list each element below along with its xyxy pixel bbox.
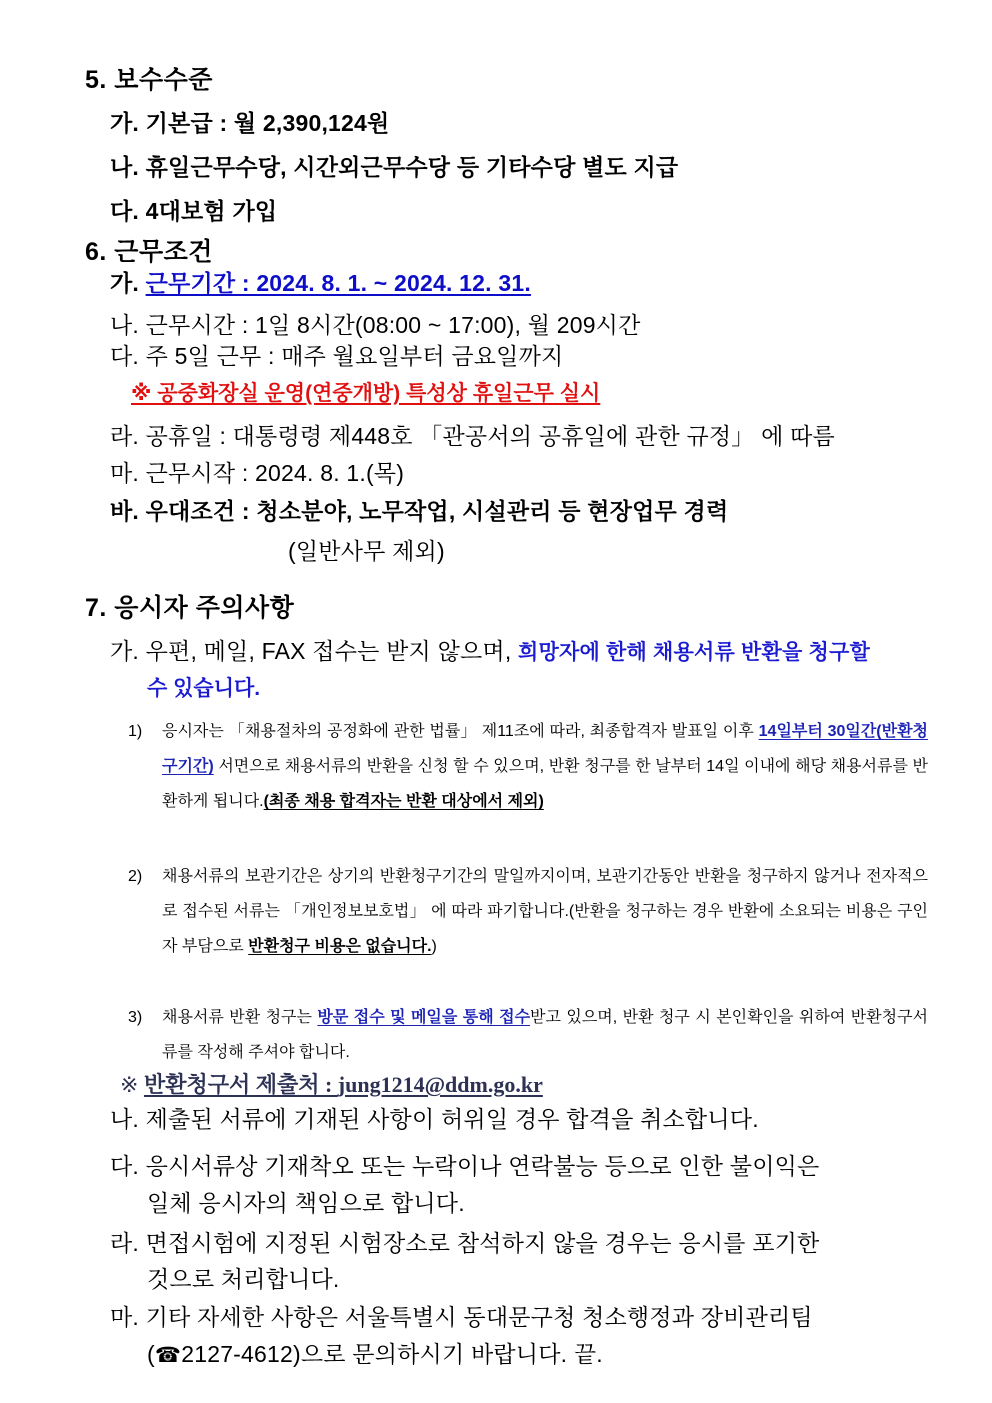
section-7-heading: 7. 응시자 주의사항 xyxy=(85,594,295,622)
section-7-item-ma xyxy=(110,1306,813,1329)
section-7-item-na xyxy=(110,1108,759,1131)
section-6-item-ra xyxy=(110,425,835,448)
start-date-value: 근무시작 : 2024. 8. 1.(목) xyxy=(145,460,405,486)
section-5-item-ga xyxy=(110,112,389,135)
notice-ga-emphasis-line2: 수 있습니다. xyxy=(147,677,261,700)
list-marker: 나. xyxy=(110,154,140,180)
list-marker: 다. xyxy=(110,198,140,224)
note-label: 반환청구서 제출처 : xyxy=(143,1072,338,1097)
return-request-email-note xyxy=(120,1068,543,1099)
telephone-icon: ☎ xyxy=(154,1343,182,1367)
list-marker: 마. xyxy=(110,1304,140,1330)
preference-value-continued: (일반사무 제외) xyxy=(288,538,445,564)
preference-value: 우대조건 : 청소분야, 노무작업, 시설관리 등 현장업무 경력 xyxy=(145,498,729,524)
notice-ga-emphasis-line1: 희망자에 한해 채용서류 반환을 청구할 xyxy=(518,641,870,664)
list-marker: 라. xyxy=(110,1230,140,1256)
notice-sub-item-2 xyxy=(128,859,928,964)
section-5-item-da xyxy=(110,200,277,223)
list-marker: 나. xyxy=(110,1106,140,1132)
notice-da-line2: 일체 응시자의 책임으로 합니다. xyxy=(147,1190,465,1216)
application-channel-emphasis: 방문 접수 및 메일을 통해 접수 xyxy=(317,1009,531,1026)
sub-item-part: 받고 있으며, 반환 청구 시 본인확인을 위하여 반환청구서류를 작성해 주셔야 합니다. xyxy=(162,1009,928,1061)
list-marker: 다. xyxy=(110,1153,140,1179)
sub-item-part: 응시자는 「채용절차의 공정화에 관한 법률」 제11조에 따라, 최종합격자 발표일 이후 xyxy=(162,723,759,740)
notice-sub-item-1 xyxy=(128,714,928,819)
list-marker: 마. xyxy=(110,460,140,486)
list-marker: 나. xyxy=(110,312,140,338)
notice-ra-line2: 것으로 처리합니다. xyxy=(147,1266,340,1292)
public-holiday-value: 공휴일 : 대통령령 제448호 「관공서의 공휴일에 관한 규정」 에 따름 xyxy=(145,423,835,449)
sub-item-part: 서면으로 채용서류의 반환을 신청 할 수 있으며, 반환 청구를 한 날부터 14일 이내에 해당 채용서류를 반환하게 됩니다. xyxy=(162,758,928,810)
section-6-item-da xyxy=(110,345,563,368)
return-claim-period-emphasis: 14일부터 30일간(반환청구기간) xyxy=(162,723,929,775)
sub-item-body xyxy=(162,859,928,964)
note-mark: ※ xyxy=(120,1072,144,1097)
notice-ma-line2 xyxy=(147,1343,603,1366)
section-6-item-ma xyxy=(110,462,404,485)
list-marker: 가. xyxy=(110,638,140,664)
final-hire-exclusion-emphasis: (최종 채용 합격자는 반환 대상에서 제외) xyxy=(263,793,544,810)
list-text: 기본급 : 월 2,390,124원 xyxy=(145,110,390,136)
work-hours-value: 근무시간 : 1일 8시간(08:00 ~ 17:00), 월 209시간 xyxy=(145,312,641,338)
paren-open: ( xyxy=(147,1341,155,1367)
list-marker: 라. xyxy=(110,423,140,449)
section-5-heading: 5. 보수수준 xyxy=(85,66,213,94)
section-7-item-ra xyxy=(110,1232,819,1255)
section-6-heading: 6. 근무조건 xyxy=(85,238,213,266)
section-7-item-ga xyxy=(110,640,870,663)
no-return-fee-emphasis: 반환청구 비용은 없습니다. xyxy=(248,938,432,955)
list-marker: 바. xyxy=(110,498,140,524)
sub-item-body xyxy=(162,714,928,819)
work-days-value: 주 5일 근무 : 매주 월요일부터 금요일까지 xyxy=(145,343,564,369)
section-5-item-na xyxy=(110,156,678,179)
list-text: 휴일근무수당, 시간외근무수당 등 기타수당 별도 지급 xyxy=(145,154,679,180)
list-marker: 다. xyxy=(110,343,140,369)
holiday-work-notice: ※ 공중화장실 운영(연중개방) 특성상 휴일근무 실시 xyxy=(131,382,601,405)
contact-phone: 2127-4612)으로 문의하시기 바랍니다. 끝. xyxy=(181,1341,603,1367)
notice-sub-item-3 xyxy=(128,1000,928,1070)
notice-da-line1: 응시서류상 기재착오 또는 누락이나 연락불능 등으로 인한 불이익은 xyxy=(145,1153,820,1179)
sub-item-number: 1) xyxy=(128,723,143,740)
section-6-item-ga xyxy=(110,272,531,295)
sub-item-body xyxy=(162,1000,928,1070)
list-marker: 가. xyxy=(110,270,140,296)
notice-ga-plain: 우편, 메일, FAX 접수는 받지 않으며, xyxy=(145,638,512,664)
notice-ra-line1: 면접시험에 지정된 시험장소로 참석하지 않을 경우는 응시를 포기한 xyxy=(145,1230,820,1256)
list-text: 4대보험 가입 xyxy=(145,198,278,224)
sub-item-number: 3) xyxy=(128,1009,143,1026)
list-marker: 가. xyxy=(110,110,140,136)
notice-na-text: 제출된 서류에 기재된 사항이 허위일 경우 합격을 취소합니다. xyxy=(145,1106,759,1132)
section-6-item-na xyxy=(110,314,641,337)
work-period-value: 근무기간 : 2024. 8. 1. ~ 2024. 12. 31. xyxy=(145,270,531,296)
notice-ma-line1: 기타 자세한 사항은 서울특별시 동대문구청 청소행정과 장비관리팀 xyxy=(145,1304,813,1330)
sub-item-part: 채용서류 반환 청구는 xyxy=(162,1009,318,1026)
sub-item-part: ) xyxy=(431,938,437,955)
sub-item-part: 채용서류의 보관기간은 상기의 반환청구기간의 말일까지이며, 보관기간동안 반환을 청구하지 않거나 전자적으로 접수된 서류는 「개인정보보호법」 에 따라 파기합니다.(반환을 청구하는 경우 반환에 소요되는 비용은 구인자 부담으로 xyxy=(162,868,928,955)
contact-email[interactable]: jung1214@ddm.go.kr xyxy=(337,1072,543,1097)
sub-item-number: 2) xyxy=(128,868,143,885)
section-7-item-da xyxy=(110,1155,819,1178)
section-6-item-ba xyxy=(110,500,728,523)
